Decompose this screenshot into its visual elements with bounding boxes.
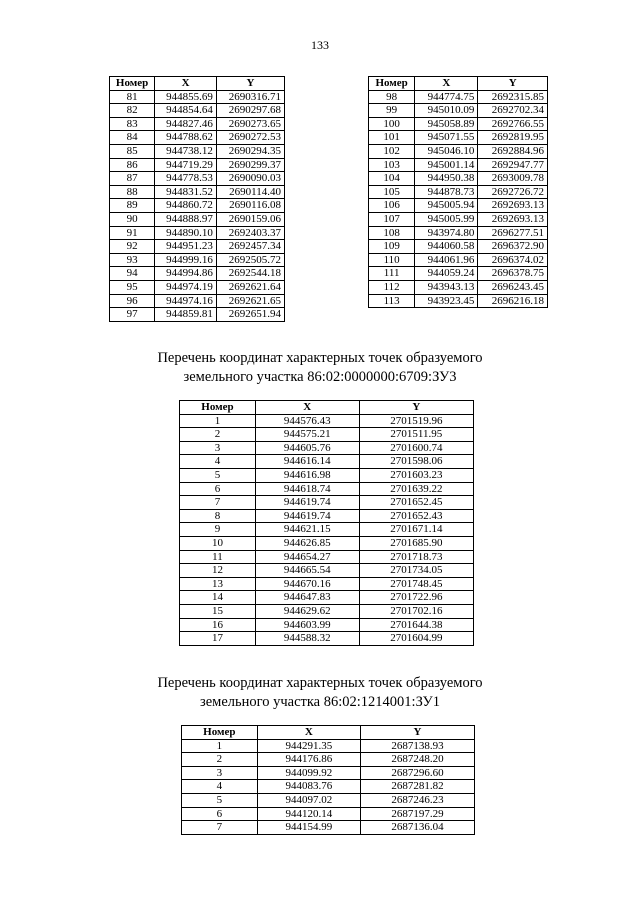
y-coordinate: 2696374.02 [478, 253, 548, 267]
y-coordinate: 2690272.53 [216, 131, 284, 145]
table-header-row [182, 726, 475, 740]
y-coordinate: 2687246.23 [361, 793, 475, 807]
point-number: 4 [182, 780, 258, 794]
point-number: 7 [182, 821, 258, 835]
table-row [369, 104, 548, 118]
heading-line: Перечень координат характерных точек образуемого [157, 350, 483, 366]
x-coordinate: 944616.14 [255, 455, 359, 469]
x-coordinate: 944099.92 [257, 766, 360, 780]
section-heading-zu1 [0, 674, 640, 712]
x-coordinate: 944061.96 [415, 253, 478, 267]
table-row [110, 199, 285, 213]
table-row [180, 428, 474, 442]
x-coordinate: 944831.52 [155, 185, 217, 199]
y-coordinate: 2696372.90 [478, 240, 548, 254]
y-coordinate: 2690090.03 [216, 172, 284, 186]
x-coordinate: 944619.74 [255, 496, 359, 510]
table-row [110, 253, 285, 267]
point-number: 6 [180, 482, 256, 496]
x-coordinate: 944097.02 [257, 793, 360, 807]
table-row [182, 807, 475, 821]
table-row [369, 185, 548, 199]
table-row [180, 455, 474, 469]
x-coordinate: 945005.94 [415, 199, 478, 213]
y-coordinate: 2692693.13 [478, 212, 548, 226]
table-row [369, 226, 548, 240]
x-coordinate: 944616.98 [255, 468, 359, 482]
table-row [180, 536, 474, 550]
table-row [369, 131, 548, 145]
header-number: Номер [180, 401, 256, 415]
x-coordinate: 944888.97 [155, 212, 217, 226]
y-coordinate: 2696243.45 [478, 280, 548, 294]
point-number: 8 [180, 509, 256, 523]
y-coordinate: 2692651.94 [216, 308, 284, 322]
header-y: Y [359, 401, 473, 415]
table-row [180, 441, 474, 455]
point-number: 7 [180, 496, 256, 510]
point-number: 16 [180, 618, 256, 632]
y-coordinate: 2696277.51 [478, 226, 548, 240]
y-coordinate: 2690114.40 [216, 185, 284, 199]
x-coordinate: 944647.83 [255, 591, 359, 605]
x-coordinate: 944120.14 [257, 807, 360, 821]
y-coordinate: 2696378.75 [478, 267, 548, 281]
table-row [180, 523, 474, 537]
header-y: Y [361, 726, 475, 740]
point-number: 100 [369, 117, 415, 131]
point-number: 107 [369, 212, 415, 226]
table-row [182, 793, 475, 807]
point-number: 88 [110, 185, 155, 199]
point-number: 81 [110, 90, 155, 104]
table-row [180, 414, 474, 428]
y-coordinate: 2687296.60 [361, 766, 475, 780]
table-row [110, 226, 285, 240]
y-coordinate: 2701671.14 [359, 523, 473, 537]
x-coordinate: 944059.24 [415, 267, 478, 281]
y-coordinate: 2701604.99 [359, 632, 473, 646]
table-row [110, 131, 285, 145]
point-number: 2 [180, 428, 256, 442]
x-coordinate: 945058.89 [415, 117, 478, 131]
y-coordinate: 2692315.85 [478, 90, 548, 104]
x-coordinate: 944588.32 [255, 632, 359, 646]
table-row [110, 185, 285, 199]
y-coordinate: 2701600.74 [359, 441, 473, 455]
point-number: 85 [110, 144, 155, 158]
point-number: 103 [369, 158, 415, 172]
point-number: 10 [180, 536, 256, 550]
header-number: Номер [182, 726, 258, 740]
point-number: 102 [369, 144, 415, 158]
y-coordinate: 2701748.45 [359, 577, 473, 591]
table-row [180, 604, 474, 618]
section-heading-zu3 [0, 349, 640, 387]
header-y: Y [216, 77, 284, 91]
x-coordinate: 944575.21 [255, 428, 359, 442]
point-number: 11 [180, 550, 256, 564]
point-number: 86 [110, 158, 155, 172]
table-row [369, 253, 548, 267]
x-coordinate: 944999.16 [155, 253, 217, 267]
table-row [110, 280, 285, 294]
table-row [369, 90, 548, 104]
point-number: 97 [110, 308, 155, 322]
x-coordinate: 945046.10 [415, 144, 478, 158]
point-number: 15 [180, 604, 256, 618]
coordinates-table-zu3 [179, 400, 474, 646]
x-coordinate: 943923.45 [415, 294, 478, 308]
point-number: 104 [369, 172, 415, 186]
x-coordinate: 944291.35 [257, 739, 360, 753]
point-number: 91 [110, 226, 155, 240]
y-coordinate: 2692403.37 [216, 226, 284, 240]
header-x: X [257, 726, 360, 740]
table-row [182, 780, 475, 794]
x-coordinate: 944576.43 [255, 414, 359, 428]
table-row [369, 144, 548, 158]
y-coordinate: 2692884.96 [478, 144, 548, 158]
table-row [180, 564, 474, 578]
y-coordinate: 2690159.06 [216, 212, 284, 226]
y-coordinate: 2692505.72 [216, 253, 284, 267]
y-coordinate: 2701639.22 [359, 482, 473, 496]
x-coordinate: 944719.29 [155, 158, 217, 172]
x-coordinate: 944176.86 [257, 753, 360, 767]
y-coordinate: 2687248.20 [361, 753, 475, 767]
y-coordinate: 2701685.90 [359, 536, 473, 550]
table-header-row [369, 77, 548, 91]
x-coordinate: 944951.23 [155, 240, 217, 254]
table-row [182, 766, 475, 780]
table-row [110, 267, 285, 281]
point-number: 4 [180, 455, 256, 469]
x-coordinate: 944060.58 [415, 240, 478, 254]
x-coordinate: 945071.55 [415, 131, 478, 145]
heading-line: Перечень координат характерных точек образуемого [157, 675, 483, 691]
point-number: 87 [110, 172, 155, 186]
y-coordinate: 2701722.96 [359, 591, 473, 605]
y-coordinate: 2701511.95 [359, 428, 473, 442]
table-row [110, 212, 285, 226]
point-number: 99 [369, 104, 415, 118]
x-coordinate: 944788.62 [155, 131, 217, 145]
x-coordinate: 944860.72 [155, 199, 217, 213]
table-row [180, 577, 474, 591]
x-coordinate: 944605.76 [255, 441, 359, 455]
x-coordinate: 944629.62 [255, 604, 359, 618]
x-coordinate: 944621.15 [255, 523, 359, 537]
y-coordinate: 2692621.65 [216, 294, 284, 308]
x-coordinate: 944827.46 [155, 117, 217, 131]
y-coordinate: 2690273.65 [216, 117, 284, 131]
table-row [180, 482, 474, 496]
y-coordinate: 2692621.64 [216, 280, 284, 294]
point-number: 83 [110, 117, 155, 131]
y-coordinate: 2690294.35 [216, 144, 284, 158]
point-number: 13 [180, 577, 256, 591]
point-number: 82 [110, 104, 155, 118]
x-coordinate: 944878.73 [415, 185, 478, 199]
y-coordinate: 2701718.73 [359, 550, 473, 564]
point-number: 92 [110, 240, 155, 254]
table-row [369, 294, 548, 308]
header-x: X [255, 401, 359, 415]
table-row [369, 199, 548, 213]
x-coordinate: 944994.86 [155, 267, 217, 281]
x-coordinate: 944665.54 [255, 564, 359, 578]
point-number: 2 [182, 753, 258, 767]
table-row [110, 294, 285, 308]
point-number: 98 [369, 90, 415, 104]
point-number: 14 [180, 591, 256, 605]
point-number: 1 [180, 414, 256, 428]
x-coordinate: 945005.99 [415, 212, 478, 226]
table-row [182, 753, 475, 767]
point-number: 110 [369, 253, 415, 267]
point-number: 3 [182, 766, 258, 780]
y-coordinate: 2701652.45 [359, 496, 473, 510]
x-coordinate: 944618.74 [255, 482, 359, 496]
table-row [180, 632, 474, 646]
x-coordinate: 944854.64 [155, 104, 217, 118]
point-number: 111 [369, 267, 415, 281]
x-coordinate: 944670.16 [255, 577, 359, 591]
point-number: 106 [369, 199, 415, 213]
table-row [182, 739, 475, 753]
x-coordinate: 944974.16 [155, 294, 217, 308]
header-x: X [415, 77, 478, 91]
x-coordinate: 944950.38 [415, 172, 478, 186]
coordinates-table-zu1 [181, 725, 475, 835]
point-number: 6 [182, 807, 258, 821]
coordinates-table-right [368, 76, 548, 308]
point-number: 9 [180, 523, 256, 537]
x-coordinate: 944154.99 [257, 821, 360, 835]
point-number: 84 [110, 131, 155, 145]
y-coordinate: 2687136.04 [361, 821, 475, 835]
table-row [110, 158, 285, 172]
table-row [180, 468, 474, 482]
x-coordinate: 944974.19 [155, 280, 217, 294]
x-coordinate: 943943.13 [415, 280, 478, 294]
point-number: 108 [369, 226, 415, 240]
y-coordinate: 2690116.08 [216, 199, 284, 213]
table-row [110, 308, 285, 322]
heading-line: земельного участка 86:02:0000000:6709:ЗУ3 [183, 369, 457, 385]
table-row [369, 158, 548, 172]
point-number: 5 [180, 468, 256, 482]
y-coordinate: 2701702.16 [359, 604, 473, 618]
x-coordinate: 944738.12 [155, 144, 217, 158]
point-number: 96 [110, 294, 155, 308]
table-row [180, 496, 474, 510]
point-number: 105 [369, 185, 415, 199]
point-number: 95 [110, 280, 155, 294]
y-coordinate: 2692457.34 [216, 240, 284, 254]
y-coordinate: 2692819.95 [478, 131, 548, 145]
heading-line: земельного участка 86:02:1214001:ЗУ1 [200, 694, 440, 710]
y-coordinate: 2692947.77 [478, 158, 548, 172]
point-number: 17 [180, 632, 256, 646]
y-coordinate: 2701652.43 [359, 509, 473, 523]
x-coordinate: 944859.81 [155, 308, 217, 322]
point-number: 94 [110, 267, 155, 281]
point-number: 12 [180, 564, 256, 578]
point-number: 5 [182, 793, 258, 807]
x-coordinate: 944083.76 [257, 780, 360, 794]
y-coordinate: 2692766.55 [478, 117, 548, 131]
x-coordinate: 943974.80 [415, 226, 478, 240]
y-coordinate: 2692693.13 [478, 199, 548, 213]
x-coordinate: 945010.09 [415, 104, 478, 118]
table-row [110, 90, 285, 104]
x-coordinate: 945001.14 [415, 158, 478, 172]
y-coordinate: 2701644.38 [359, 618, 473, 632]
table-row [180, 591, 474, 605]
table-row [182, 821, 475, 835]
table-row [180, 509, 474, 523]
y-coordinate: 2693009.78 [478, 172, 548, 186]
y-coordinate: 2692702.34 [478, 104, 548, 118]
coordinates-table-left [109, 76, 285, 322]
y-coordinate: 2687197.29 [361, 807, 475, 821]
point-number: 89 [110, 199, 155, 213]
x-coordinate: 944890.10 [155, 226, 217, 240]
point-number: 112 [369, 280, 415, 294]
table-row [110, 117, 285, 131]
table-row [110, 172, 285, 186]
table-row [369, 117, 548, 131]
point-number: 113 [369, 294, 415, 308]
y-coordinate: 2690299.37 [216, 158, 284, 172]
y-coordinate: 2687138.93 [361, 739, 475, 753]
y-coordinate: 2701603.23 [359, 468, 473, 482]
table-row [369, 267, 548, 281]
x-coordinate: 944654.27 [255, 550, 359, 564]
table-row [180, 550, 474, 564]
x-coordinate: 944774.75 [415, 90, 478, 104]
table-row [110, 144, 285, 158]
x-coordinate: 944778.53 [155, 172, 217, 186]
point-number: 93 [110, 253, 155, 267]
header-number: Номер [110, 77, 155, 91]
y-coordinate: 2701519.96 [359, 414, 473, 428]
x-coordinate: 944603.99 [255, 618, 359, 632]
point-number: 101 [369, 131, 415, 145]
table-row [180, 618, 474, 632]
table-header-row [110, 77, 285, 91]
point-number: 1 [182, 739, 258, 753]
table-row [110, 240, 285, 254]
x-coordinate: 944619.74 [255, 509, 359, 523]
table-row [110, 104, 285, 118]
y-coordinate: 2701734.05 [359, 564, 473, 578]
table-row [369, 240, 548, 254]
table-header-row [180, 401, 474, 415]
y-coordinate: 2690297.68 [216, 104, 284, 118]
header-x: X [155, 77, 217, 91]
point-number: 109 [369, 240, 415, 254]
x-coordinate: 944855.69 [155, 90, 217, 104]
y-coordinate: 2696216.18 [478, 294, 548, 308]
table-row [369, 172, 548, 186]
table-row [369, 280, 548, 294]
y-coordinate: 2687281.82 [361, 780, 475, 794]
page-number: 133 [311, 38, 329, 52]
x-coordinate: 944626.85 [255, 536, 359, 550]
table-row [369, 212, 548, 226]
y-coordinate: 2690316.71 [216, 90, 284, 104]
y-coordinate: 2692726.72 [478, 185, 548, 199]
header-number: Номер [369, 77, 415, 91]
y-coordinate: 2692544.18 [216, 267, 284, 281]
y-coordinate: 2701598.06 [359, 455, 473, 469]
point-number: 90 [110, 212, 155, 226]
header-y: Y [478, 77, 548, 91]
point-number: 3 [180, 441, 256, 455]
